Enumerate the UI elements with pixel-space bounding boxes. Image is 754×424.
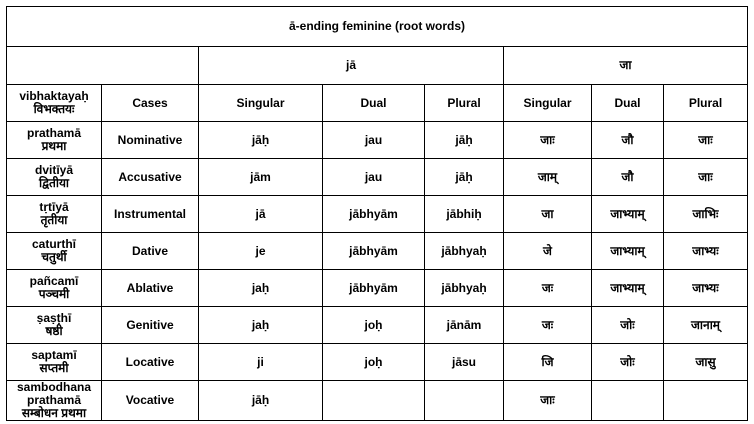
devanagari-form-cell: जाः <box>504 381 592 421</box>
devanagari-form-cell: जे <box>504 233 592 270</box>
latin-form-cell: ji <box>199 344 323 381</box>
vibhakti-cell: prathamā प्रथमा <box>7 122 102 159</box>
latin-form-cell: jābhyām <box>323 233 425 270</box>
number-header: Plural <box>664 85 748 122</box>
latin-form-cell: jām <box>199 159 323 196</box>
case-name-cell: Instrumental <box>102 196 199 233</box>
vibhakti-cell: dvitīyā द्वितीया <box>7 159 102 196</box>
devanagari-form-cell <box>592 381 664 421</box>
case-name-cell: Accusative <box>102 159 199 196</box>
latin-form-cell: jāḥ <box>199 381 323 421</box>
case-name-cell: Vocative <box>102 381 199 421</box>
latin-form-cell: jābhyaḥ <box>425 270 504 307</box>
table-row <box>7 307 748 344</box>
devanagari-form-cell: जाः <box>664 159 748 196</box>
latin-form-cell: jau <box>323 122 425 159</box>
case-name-cell: Dative <box>102 233 199 270</box>
number-header: Singular <box>504 85 592 122</box>
latin-form-cell <box>323 381 425 421</box>
table-row <box>7 122 748 159</box>
devanagari-form-cell: जः <box>504 270 592 307</box>
number-header: Plural <box>425 85 504 122</box>
number-header: Dual <box>323 85 425 122</box>
case-name-cell: Genitive <box>102 307 199 344</box>
latin-form-cell: jā <box>199 196 323 233</box>
latin-form-cell: jānām <box>425 307 504 344</box>
vibhakti-header: vibhaktayaḥ विभक्तयः <box>7 85 102 122</box>
latin-form-cell: jaḥ <box>199 270 323 307</box>
latin-form-cell: je <box>199 233 323 270</box>
devanagari-form-cell: जानाम् <box>664 307 748 344</box>
vibhakti-cell: tṛtīyā तृतीया <box>7 196 102 233</box>
devanagari-script-header: जा <box>504 47 748 85</box>
table-row <box>7 381 748 421</box>
devanagari-form-cell: जाभ्याम् <box>592 270 664 307</box>
devanagari-form-cell: जाभिः <box>664 196 748 233</box>
devanagari-form-cell <box>664 381 748 421</box>
devanagari-form-cell: जाभ्यः <box>664 270 748 307</box>
latin-form-cell: jāsu <box>425 344 504 381</box>
devanagari-form-cell: जाः <box>504 122 592 159</box>
latin-form-cell: jāḥ <box>425 122 504 159</box>
devanagari-form-cell: जाम् <box>504 159 592 196</box>
latin-form-cell: jāḥ <box>199 122 323 159</box>
latin-form-cell: joḥ <box>323 307 425 344</box>
latin-form-cell: jāḥ <box>425 159 504 196</box>
latin-form-cell <box>425 381 504 421</box>
case-name-cell: Locative <box>102 344 199 381</box>
number-header: Dual <box>592 85 664 122</box>
case-name-cell: Nominative <box>102 122 199 159</box>
table-row <box>7 270 748 307</box>
case-name-cell: Ablative <box>102 270 199 307</box>
devanagari-form-cell: जौ <box>592 122 664 159</box>
devanagari-form-cell: जः <box>504 307 592 344</box>
devanagari-form-cell: जोः <box>592 307 664 344</box>
latin-form-cell: jābhiḥ <box>425 196 504 233</box>
vibhakti-cell: pañcamī पञ्चमी <box>7 270 102 307</box>
cases-header: Cases <box>102 85 199 122</box>
table-row <box>7 196 748 233</box>
devanagari-form-cell: जि <box>504 344 592 381</box>
declension-table <box>6 6 748 421</box>
empty-corner-cell <box>7 47 199 85</box>
vibhakti-cell: ṣaṣṭhī षष्ठी <box>7 307 102 344</box>
latin-form-cell: jau <box>323 159 425 196</box>
latin-script-header: jā <box>199 47 504 85</box>
latin-form-cell: jābhyām <box>323 270 425 307</box>
devanagari-form-cell: जासु <box>664 344 748 381</box>
devanagari-form-cell: जोः <box>592 344 664 381</box>
devanagari-form-cell: जाभ्याम् <box>592 233 664 270</box>
latin-form-cell: jābhyaḥ <box>425 233 504 270</box>
vibhakti-cell: caturthī चतुर्थी <box>7 233 102 270</box>
latin-form-cell: joḥ <box>323 344 425 381</box>
latin-form-cell: jābhyām <box>323 196 425 233</box>
devanagari-form-cell: जाभ्यः <box>664 233 748 270</box>
table-row <box>7 344 748 381</box>
number-header: Singular <box>199 85 323 122</box>
vibhakti-cell: saptamī सप्तमी <box>7 344 102 381</box>
table-row <box>7 233 748 270</box>
table-title: ā-ending feminine (root words) <box>7 7 748 47</box>
devanagari-form-cell: जा <box>504 196 592 233</box>
devanagari-form-cell: जाभ्याम् <box>592 196 664 233</box>
latin-form-cell: jaḥ <box>199 307 323 344</box>
table-row <box>7 159 748 196</box>
vibhakti-cell: sambodhana prathamā सम्बोधन प्रथमा <box>7 381 102 421</box>
devanagari-form-cell: जौ <box>592 159 664 196</box>
devanagari-form-cell: जाः <box>664 122 748 159</box>
